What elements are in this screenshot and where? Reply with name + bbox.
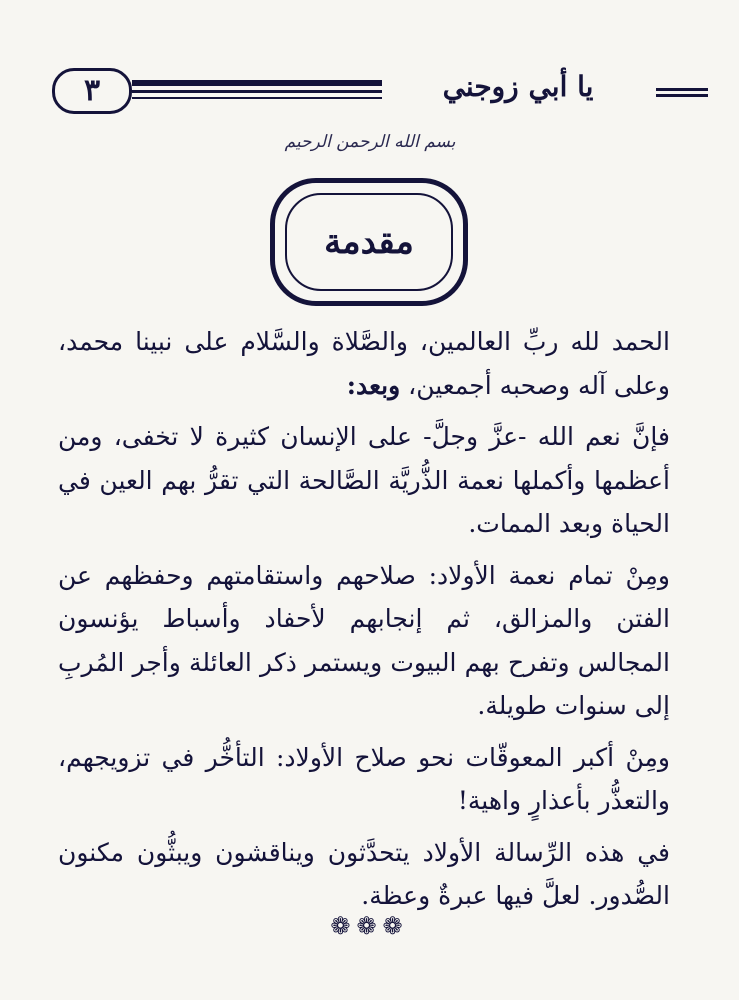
- paragraph: ومِنْ أكبر المعوقّات نحو صلاح الأولاد: التأخُّر في تزويجهم، والتعذُّر بأعذارٍ واهية!: [58, 742, 670, 815]
- basmala-calligraphy: بسم الله الرحمن الرحيم: [284, 132, 456, 152]
- header-rule-medium: [132, 90, 382, 93]
- page-header: [52, 68, 712, 114]
- header-tail-line: [656, 88, 708, 91]
- paragraph: [58, 320, 670, 407]
- header-rule-thick: [132, 80, 382, 86]
- paragraph-text: الحمد لله ربِّ العالمين، والصَّلاة والسَّلام على نبينا محمد، وعلى آله وصحبه أجمعين،: [58, 327, 670, 400]
- title-frame: [270, 178, 468, 306]
- title-frame-inner: [285, 193, 453, 291]
- header-tail-line: [656, 94, 708, 97]
- paragraph-emphasis: وبعد:: [346, 370, 401, 400]
- paragraph: ومِنْ تمام نعمة الأولاد: صلاحهم واستقامتهم وحفظهم عن الفتن والمزالق، ثم إنجابهم لأحفاد وأسباط يؤنسون المجالس وتفرح بهم البيوت ويستمر ذكر العائلة وأجر المُربِ إلى سنوات طويلة.: [58, 560, 670, 720]
- section-title: مقدمة: [324, 222, 414, 262]
- body-text: [58, 320, 670, 918]
- paragraph: فإنَّ نعم الله -عزَّ وجلَّ- على الإنسان كثيرة لا تخفى، ومن أعظمها وأكملها نعمة الذُّريَّة الصَّالحة التي تقرُّ بهم العين في الحياة وبعد الممات.: [58, 422, 670, 538]
- header-tail-rule: [656, 88, 708, 100]
- book-title: يا أبي زوجني: [442, 70, 594, 103]
- page-number: ٣: [52, 68, 132, 114]
- paragraph: في هذه الرِّسالة الأولاد يتحدَّثون ويناقشون ويبثُّون مكنون الصُّدور. لعلَّ فيها عبرةٌ وعظة.: [58, 837, 670, 910]
- section-separator: ❁❁❁: [330, 912, 409, 940]
- header-rule: [132, 80, 382, 103]
- header-rule-thin: [132, 97, 382, 99]
